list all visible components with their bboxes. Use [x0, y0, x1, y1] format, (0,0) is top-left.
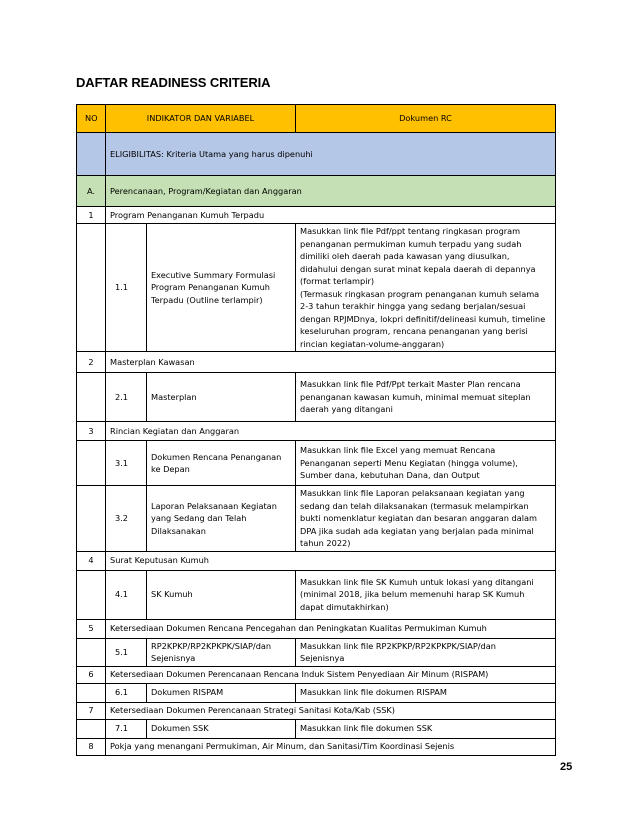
group-label: Ketersediaan Dokumen Rencana Pencegahan dan Peningkatan Kualitas Permukiman Kumuh: [106, 619, 556, 638]
table-header-row: [77, 105, 556, 133]
group-row: [77, 666, 556, 683]
item-row: [77, 570, 556, 619]
section-no: A.: [77, 176, 106, 207]
page-title: DAFTAR READINESS CRITERIA: [76, 75, 271, 90]
item-name: SK Kumuh: [147, 570, 296, 619]
group-no: 3: [77, 422, 106, 441]
item-name: Masterplan: [147, 373, 296, 422]
group-no: 2: [77, 352, 106, 373]
item-name: RP2KPKP/RP2KPKPK/SIAP/dan Sejenisnya: [147, 638, 296, 666]
item-name: Dokumen Rencana Penanganan ke Depan: [147, 441, 296, 486]
group-label: Surat Keputusan Kumuh: [106, 551, 556, 570]
group-no: 6: [77, 666, 106, 683]
item-row: [77, 373, 556, 422]
item-no: 7.1: [106, 719, 147, 738]
header-indikator: INDIKATOR DAN VARIABEL: [106, 105, 296, 133]
group-row: [77, 702, 556, 719]
item-row: [77, 683, 556, 702]
item-no: 4.1: [106, 570, 147, 619]
group-no: 8: [77, 738, 106, 755]
item-no: 6.1: [106, 683, 147, 702]
item-no: 2.1: [106, 373, 147, 422]
item-no: 3.1: [106, 441, 147, 486]
group-no: 1: [77, 207, 106, 224]
item-document: Masukkan link file Excel yang memuat Rencana Penanganan seperti Menu Kegiatan (hingga volume), Sumber dana, kebutuhan Dana, dan Output: [296, 441, 556, 486]
item-document: Masukkan link file Laporan pelaksanaan kegiatan yang sedang dan telah dilaksanakan (termasuk melampirkan bukti nomenklatur kegiatan dan besaran anggaran dalam DPA jika sudah ada kegiatan yang berjalan pada minimal tahun 2022): [296, 486, 556, 552]
group-row: [77, 551, 556, 570]
item-name: Laporan Pelaksanaan Kegiatan yang Sedang dan Telah Dilaksanakan: [147, 486, 296, 552]
group-no: 5: [77, 619, 106, 638]
item-document: Masukkan link file Pdf/ppt tentang ringkasan program penanganan permukiman kumuh terpadu yang sudah dimiliki oleh daerah pada kawasan yang diusulkan, didahului dengan surat minat kepala daerah di depannya (format terlampir) (Termasuk ringkasan program penanganan kumuh selama 2-3 tahun terakhir hingga yang sedang berjalan/sesuai dengan RPJMDnya, lokpri definitif/delineasi kumuh, timeline keseluruhan program, rencana penanganan yang berisi rincian kegiatan-volume-anggaran): [296, 224, 556, 352]
item-no: 5.1: [106, 638, 147, 666]
group-row: [77, 422, 556, 441]
group-label: Ketersediaan Dokumen Perencanaan Strategi Sanitasi Kota/Kab (SSK): [106, 702, 556, 719]
item-document: Masukkan link file Pdf/Ppt terkait Master Plan rencana penanganan kawasan kumuh, minimal memuat siteplan daerah yang ditangani: [296, 373, 556, 422]
group-label: Rincian Kegiatan dan Anggaran: [106, 422, 556, 441]
group-label: Pokja yang menangani Permukiman, Air Minum, dan Sanitasi/Tim Koordinasi Sejenis: [106, 738, 556, 755]
item-document: Masukkan link file SK Kumuh untuk lokasi yang ditangani (minimal 2018, jika belum memenuhi harap SK Kumuh dapat dimutakhirkan): [296, 570, 556, 619]
page-number: 25: [560, 761, 573, 773]
readiness-criteria-table: [76, 104, 556, 756]
item-document: Masukkan link file dokumen SSK: [296, 719, 556, 738]
item-name: Dokumen RISPAM: [147, 683, 296, 702]
group-row: [77, 352, 556, 373]
group-label: Masterplan Kawasan: [106, 352, 556, 373]
item-name: Executive Summary Formulasi Program Penanganan Kumuh Terpadu (Outline terlampir): [147, 224, 296, 352]
group-label: Program Penanganan Kumuh Terpadu: [106, 207, 556, 224]
group-row: [77, 619, 556, 638]
header-no: NO: [77, 105, 106, 133]
item-row: [77, 441, 556, 486]
eligibilitas-row: [77, 133, 556, 176]
item-document: Masukkan link file RP2KPKP/RP2KPKPK/SIAP/dan Sejenisnya: [296, 638, 556, 666]
header-dokumen: Dokumen RC: [296, 105, 556, 133]
item-no: 1.1: [106, 224, 147, 352]
item-name: Dokumen SSK: [147, 719, 296, 738]
item-row: [77, 719, 556, 738]
item-row: [77, 224, 556, 352]
eligibilitas-label: ELIGIBILITAS: Kriteria Utama yang harus dipenuhi: [106, 133, 556, 176]
group-row: [77, 738, 556, 755]
group-no: 4: [77, 551, 106, 570]
item-no: 3.2: [106, 486, 147, 552]
item-row: [77, 486, 556, 552]
group-row: [77, 207, 556, 224]
group-label: Ketersediaan Dokumen Perencanaan Rencana Induk Sistem Penyediaan Air Minum (RISPAM): [106, 666, 556, 683]
section-row: [77, 176, 556, 207]
item-row: [77, 638, 556, 666]
section-label: Perencanaan, Program/Kegiatan dan Anggaran: [106, 176, 556, 207]
item-document: Masukkan link file dokumen RISPAM: [296, 683, 556, 702]
group-no: 7: [77, 702, 106, 719]
